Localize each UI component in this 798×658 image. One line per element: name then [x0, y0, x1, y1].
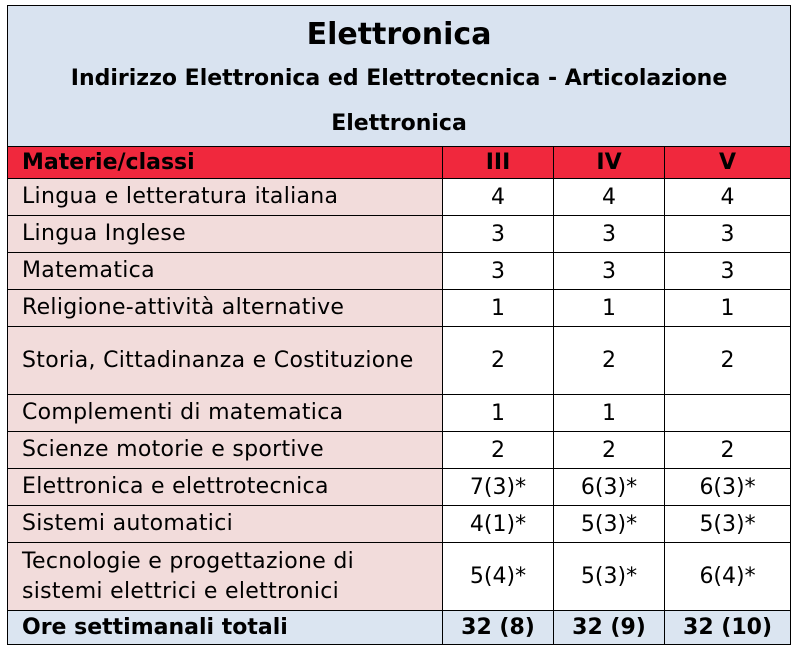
subject-cell: Storia, Cittadinanza e Costituzione [8, 327, 443, 395]
header-col-iv: IV [554, 147, 665, 179]
total-value: 32 (8) [443, 611, 554, 645]
subject-cell: Religione-attività alternative [8, 290, 443, 327]
value-cell: 2 [665, 327, 791, 395]
header-subject: Materie/classi [8, 147, 443, 179]
value-cell: 5(3)* [665, 506, 791, 543]
subject-cell: Elettronica e elettrotecnica [8, 469, 443, 506]
value-cell: 4 [665, 179, 791, 216]
title-cell [8, 6, 791, 147]
subject-cell: Sistemi automatici [8, 506, 443, 543]
value-cell: 4 [554, 179, 665, 216]
table-row [8, 469, 791, 506]
value-cell: 6(4)* [665, 543, 791, 611]
table-row [8, 216, 791, 253]
value-cell: 1 [443, 290, 554, 327]
table-subtitle: Indirizzo Elettronica ed Elettrotecnica - Articolazione Elettronica [70, 66, 728, 136]
value-cell: 4 [443, 179, 554, 216]
value-cell: 3 [554, 216, 665, 253]
total-value: 32 (10) [665, 611, 791, 645]
value-cell: 4(1)* [443, 506, 554, 543]
value-cell: 1 [665, 290, 791, 327]
header-row [8, 147, 791, 179]
table-row [8, 543, 791, 611]
subject-cell: Matematica [8, 253, 443, 290]
value-cell: 2 [554, 327, 665, 395]
total-value: 32 (9) [554, 611, 665, 645]
value-cell: 3 [443, 216, 554, 253]
value-cell: 3 [443, 253, 554, 290]
table-title: Elettronica [306, 17, 492, 52]
table-row [8, 253, 791, 290]
total-label: Ore settimanali totali [8, 611, 443, 645]
subject-cell: Scienze motorie e sportive [8, 432, 443, 469]
timetable [7, 5, 791, 645]
table-row [8, 395, 791, 432]
subject-cell: Lingua e letteratura italiana [8, 179, 443, 216]
value-cell: 5(4)* [443, 543, 554, 611]
value-cell: 5(3)* [554, 506, 665, 543]
value-cell: 3 [554, 253, 665, 290]
value-cell: 6(3)* [665, 469, 791, 506]
value-cell: 5(3)* [554, 543, 665, 611]
value-cell: 2 [665, 432, 791, 469]
value-cell: 1 [554, 395, 665, 432]
total-row [8, 611, 791, 645]
table-row [8, 290, 791, 327]
value-cell [665, 395, 791, 432]
subject-cell: Tecnologie e progettazione di sistemi elettrici e elettronici [8, 543, 443, 611]
value-cell: 7(3)* [443, 469, 554, 506]
value-cell: 2 [443, 432, 554, 469]
value-cell: 3 [665, 216, 791, 253]
value-cell: 6(3)* [554, 469, 665, 506]
value-cell: 2 [443, 327, 554, 395]
header-col-v: V [665, 147, 791, 179]
table-row [8, 327, 791, 395]
table-row [8, 506, 791, 543]
value-cell: 3 [665, 253, 791, 290]
value-cell: 1 [443, 395, 554, 432]
header-col-iii: III [443, 147, 554, 179]
table-row [8, 432, 791, 469]
subject-cell: Complementi di matematica [8, 395, 443, 432]
value-cell: 1 [554, 290, 665, 327]
value-cell: 2 [554, 432, 665, 469]
table-row [8, 179, 791, 216]
subject-cell: Lingua Inglese [8, 216, 443, 253]
